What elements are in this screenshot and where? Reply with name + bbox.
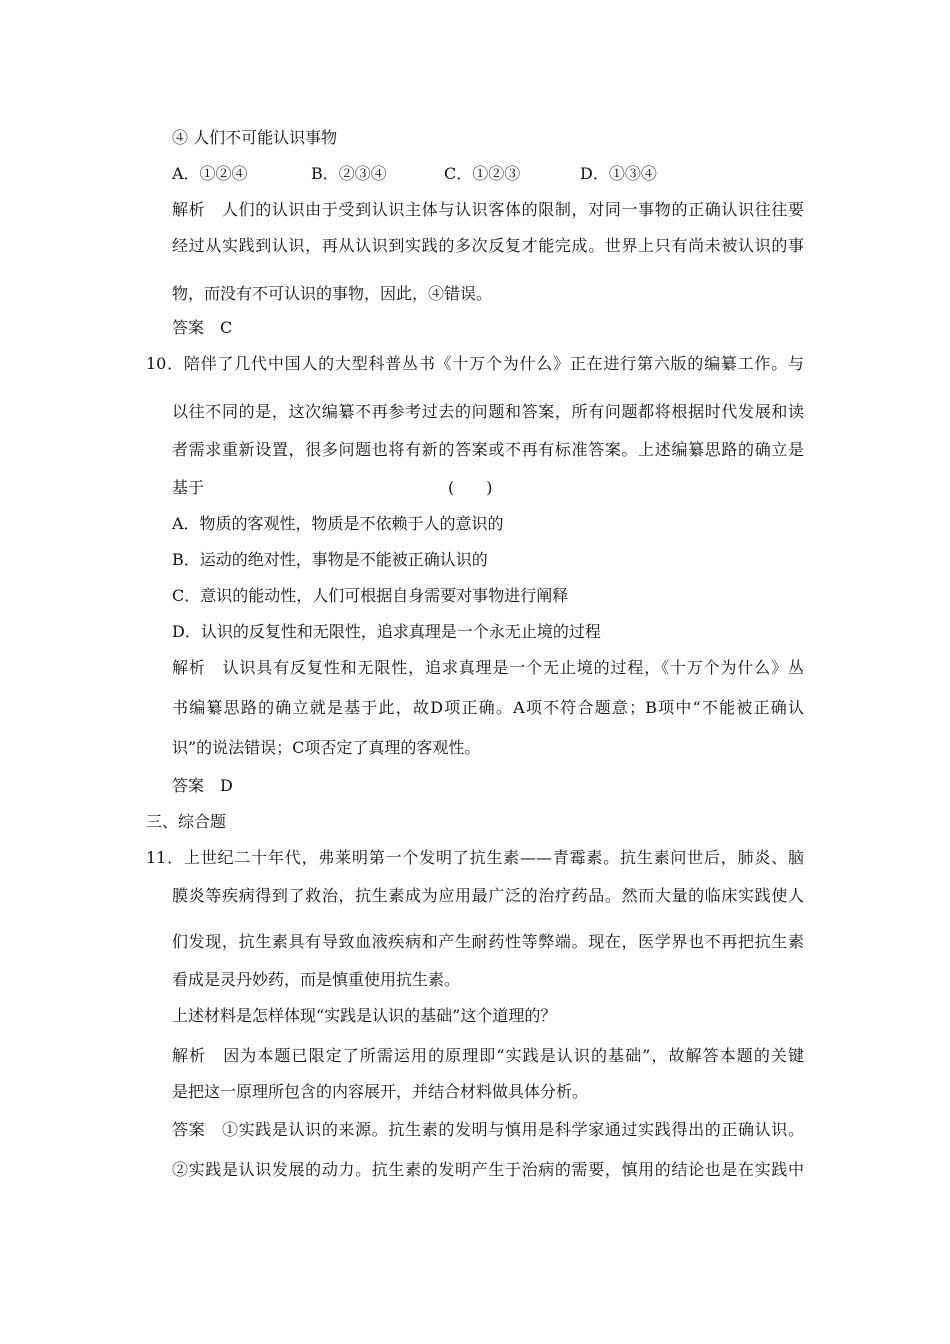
- question-11-stem-line-2: 膜炎等疾病得到了救治，抗生素成为应用最广泛的治疗药品。然而大量的临床实践使人: [172, 886, 804, 905]
- option-c: C．①②③: [444, 164, 521, 183]
- analysis-11-line-2: 是把这一原理所包含的内容展开，并结合材料做具体分析。: [172, 1082, 589, 1101]
- analysis-10-line-3: 识”的说法错误；C项否定了真理的客观性。: [172, 738, 481, 757]
- analysis-9-line-1: 解析 人们的认识由于受到认识主体与认识客体的限制，对同一事物的正确认识往往要: [172, 200, 804, 219]
- option-b: B．②③④: [311, 164, 387, 183]
- answer-10: 答案 D: [172, 776, 233, 795]
- analysis-11-line-1: 解析 因为本题已限定了所需运用的原理即“实践是认识的基础”，故解答本题的关键: [172, 1046, 804, 1065]
- option-a: A．①②④: [172, 164, 248, 183]
- analysis-10-line-2: 书编纂思路的确立就是基于此，故D项正确。A项不符合题意；B项中“不能被正确认: [172, 698, 804, 717]
- question-10-option-b: B．运动的绝对性，事物是不能被正确认识的: [172, 550, 488, 569]
- answer-11-line-1: 答案 ①实践是认识的来源。抗生素的发明与慎用是科学家通过实践得出的正确认识。: [172, 1120, 804, 1139]
- question-10-stem-end: 基于: [172, 478, 205, 497]
- question-11-prompt: 上述材料是怎样体现“实践是认识的基础”这个道理的？: [172, 1006, 557, 1025]
- question-9-options: [172, 164, 672, 184]
- section-heading: 三、综合题: [146, 812, 227, 831]
- answer-blank: ( ): [448, 478, 493, 497]
- question-10-option-d: D．认识的反复性和无限性，追求真理是一个永无止境的过程: [172, 622, 601, 641]
- question-11-stem-line-1: 11．上世纪二十年代，弗莱明第一个发明了抗生素——青霉素。抗生素问世后，肺炎、脑: [146, 848, 804, 867]
- question-10-option-c: C．意识的能动性，人们可根据自身需要对事物进行阐释: [172, 586, 569, 605]
- question-9-item-4: ④ 人们不可能认识事物: [172, 128, 338, 147]
- question-10-stem-line-1: 10．陪伴了几代中国人的大型科普丛书《十万个为什么》正在进行第六版的编纂工作。与: [146, 354, 804, 373]
- analysis-9-line-2: 经过从实践到认识，再从认识到实践的多次反复才能完成。世界上只有尚未被认识的事: [172, 236, 804, 255]
- question-10-option-a: A．物质的客观性，物质是不依赖于人的意识的: [172, 514, 504, 533]
- option-d: D．①③④: [580, 164, 657, 183]
- question-10-stem-line-3: 者需求重新设置，很多问题也将有新的答案或不再有标准答案。上述编纂思路的确立是: [172, 440, 804, 459]
- analysis-9-line-3: 物，而没有不可认识的事物，因此，④错误。: [172, 284, 493, 303]
- answer-11-line-2: ②实践是认识发展的动力。抗生素的发明产生于治病的需要，慎用的结论也是在实践中: [172, 1160, 804, 1179]
- question-11-stem-line-4: 看成是灵丹妙药，而是慎重使用抗生素。: [172, 970, 461, 989]
- question-10-stem-line-2: 以往不同的是，这次编纂不再参考过去的问题和答案，所有问题都将根据时代发展和读: [172, 402, 804, 421]
- answer-9: 答案 C: [172, 318, 233, 337]
- question-10-stem-line-4: [172, 478, 532, 498]
- analysis-10-line-1: 解析 认识具有反复性和无限性，追求真理是一个无止境的过程，《十万个为什么》丛: [172, 658, 804, 677]
- question-11-stem-line-3: 们发现，抗生素具有导致血液疾病和产生耐药性等弊端。现在，医学界也不再把抗生素: [172, 932, 804, 951]
